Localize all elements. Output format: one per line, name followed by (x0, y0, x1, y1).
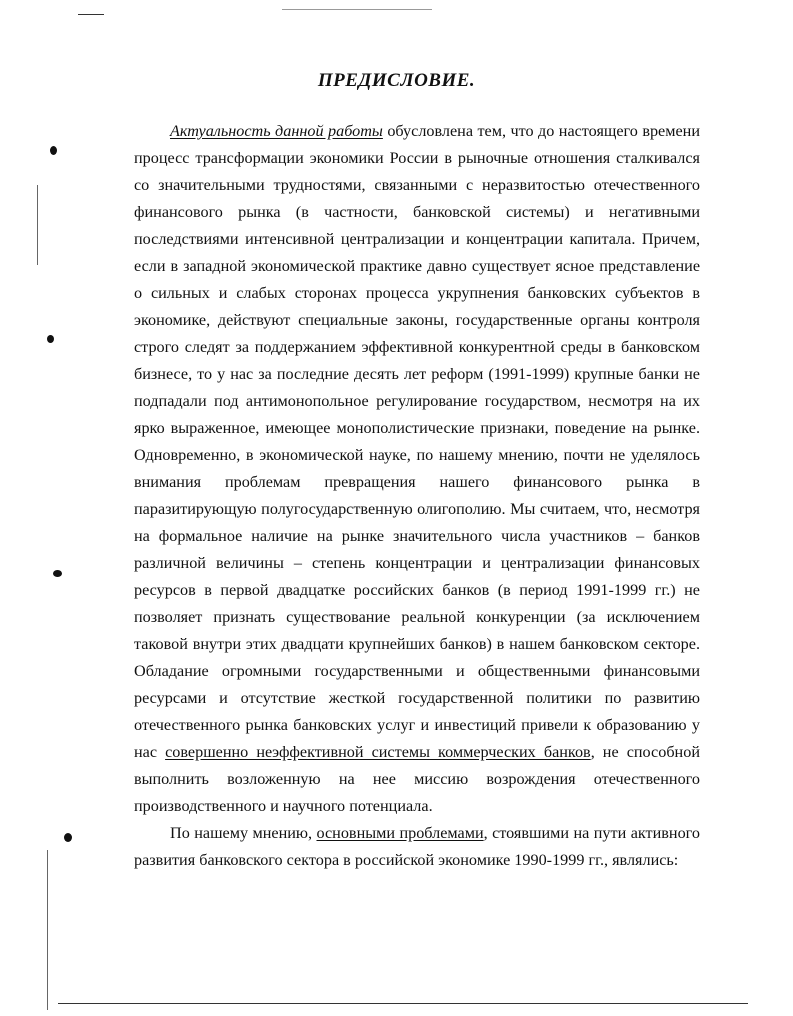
paragraph-2-text-a: По нашему мнению, (170, 824, 317, 842)
paragraph-2-emphasis: основными проблемами (316, 824, 484, 842)
page-title: ПРЕДИСЛОВИЕ. (317, 70, 476, 91)
paragraph-1-text-a: обусловлена тем, что до настоящего времени процесс трансформации экономики России в рыночные отношения сталкивался со значительными трудностями, связанными с неразвитостью отечественного финансового рынка (в частности, банковской системы) и негативными последствиями интенсивной централизации и концентрации капитала. Причем, если в западной экономической практике давно существует ясное представление о сильных и слабых сторонах процесса укрупнения банковских субъектов в экономике, действуют специальные законы, государственные органы контроля строго следят за поддержанием эффективной конкурентной среды в банковском бизнесе, то у нас за последние десять лет реформ (1991-1999) крупные банки не подпадали под антимонопольное регулирование государством, несмотря на их ярко выраженное, имеющее монополистические признаки, поведение на рынке. Одновременно, в экономической науке, по нашему мнению, почти не уделялось внимания проблемам превращения нашего финансового рынка в паразитирующую полугосударственную олигополию. Мы считаем, что, несмотря на формальное наличие на рынке значительного числа участников – банков различной величины – степень концентрации и централизации финансовых ресурсов в первой двадцатке российских банков (в период 1991-1999 гг.) не позволяет признать существование реальной конкуренции (за исключением таковой внутри этих двадцати крупнейших банков) в нашем банковском секторе. Обладание огромными государственными и общественными финансовыми ресурсами и отсутствие жесткой государственной политики по развитию отечественного рынка банковских услуг и инвестиций привели к образованию у нас (134, 122, 700, 761)
scan-artifact-mark (64, 833, 72, 842)
paragraph-1 (134, 118, 700, 820)
paragraph-2 (134, 820, 700, 874)
paragraph-1-emphasis: совершенно неэффективной системы коммерческих банков (165, 743, 591, 761)
paragraph-1-text-b: , не способной выполнить возложенную на нее миссию возрождения отечественного производственного и научного потенциала. (134, 743, 700, 815)
scan-artifact-top-center (282, 9, 432, 10)
scan-artifact-mark (53, 570, 62, 577)
scan-artifact-top-left (78, 14, 104, 15)
scan-artifact-mark (47, 335, 54, 343)
scan-artifact-mark (50, 146, 57, 155)
body-text (134, 118, 700, 874)
scan-artifact-bottom-line (58, 1003, 748, 1004)
paragraph-2-text-b: , стоявшими на пути активного развития банковского сектора в российской экономике 1990-1999 гг., являлись: (134, 824, 700, 869)
scan-artifact-left-margin-line (47, 850, 48, 1010)
paragraph-1-lead: Актуальность данной работы (170, 122, 383, 140)
scan-artifact-left-margin-line (37, 185, 38, 265)
